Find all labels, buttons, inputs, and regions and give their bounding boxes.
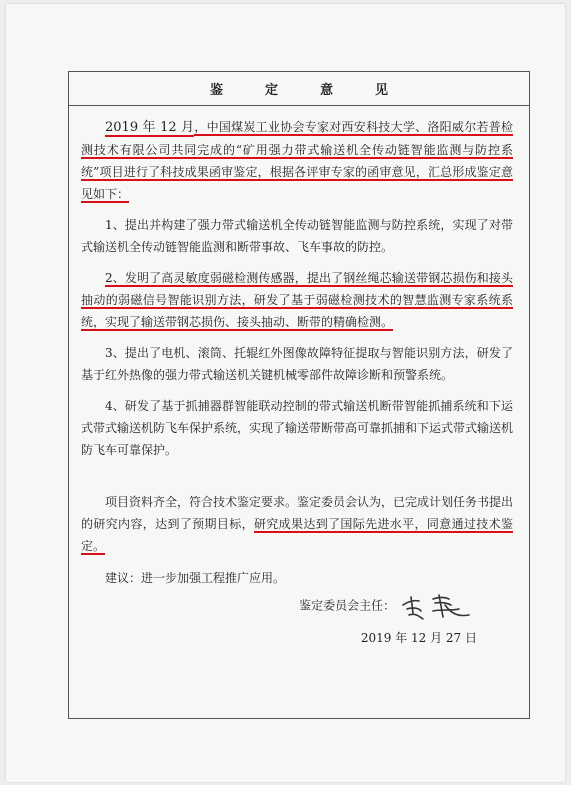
opinion-body: [69, 106, 529, 649]
box-title: 鉴定意见: [209, 83, 430, 98]
conclusion-highlight: 研究成果达到了国际先进水平，同意通过技术鉴定。: [81, 517, 513, 553]
paragraph-2-text: 2、发明了高灵敏度弱磁检测传感器，提出了钢丝绳芯输送带钢芯损伤和接头抽动的弱磁信号智能识别方法，研发了基于弱磁检测技术的智慧监测专家系统系统，实现了输送带钢芯损伤、接头抽动、断带的精确检测。: [81, 271, 513, 329]
signature-date: 2019 年 12 月 27 日: [360, 631, 477, 645]
signature-label: 鉴定委员会主任：: [299, 598, 396, 613]
paragraph-2: [81, 267, 513, 333]
box-header: [69, 72, 529, 106]
opinion-box: [68, 71, 530, 719]
paragraph-1: 1、提出并构建了强力带式输送机全传动链智能监测与防控系统，实现了对带式输送机全传动链智能监测和断带事故、飞车事故的防控。: [81, 218, 513, 254]
paragraph-4: 4、研发了基于抓捕器群智能联动控制的带式输送机断带智能抓捕系统和下运式带式输送机防飞车保护系统，实现了输送带断带高可靠抓捕和下运式带式输送机防飞车可靠保护。: [81, 399, 514, 457]
document-page: [6, 4, 565, 782]
intro-text: ，中国煤炭工业协会专家对西安科技大学、洛阳威尔若普检测技术有限公司共同完成的“矿用强力带式输送机全传动链智能监测与防控系统”项目进行了科技成果函审鉴定，根据各评审专家的函审意见，汇总形成鉴定意见如下：: [81, 120, 513, 201]
paragraph-3: 3、提出了电机、滚筒、托辊红外图像故障特征提取与智能识别方法，研发了基于红外热像的强力带式输送机关键机械零部件故障诊断和预警系统。: [81, 346, 513, 382]
conclusion-text: 项目资料齐全，符合技术鉴定要求。鉴定委员会认为，已完成计划任务书提出的研究内容，达到了预期目标，: [81, 495, 514, 531]
paragraph-conclusion: [81, 491, 513, 557]
handwritten-signature-icon: [399, 591, 477, 621]
paragraph-suggestion: 建议：进一步加强工程推广应用。: [105, 571, 286, 585]
signature-row: [81, 591, 513, 621]
paragraph-intro: [81, 116, 513, 205]
date-highlight: 2019 年 12 月: [105, 120, 195, 135]
